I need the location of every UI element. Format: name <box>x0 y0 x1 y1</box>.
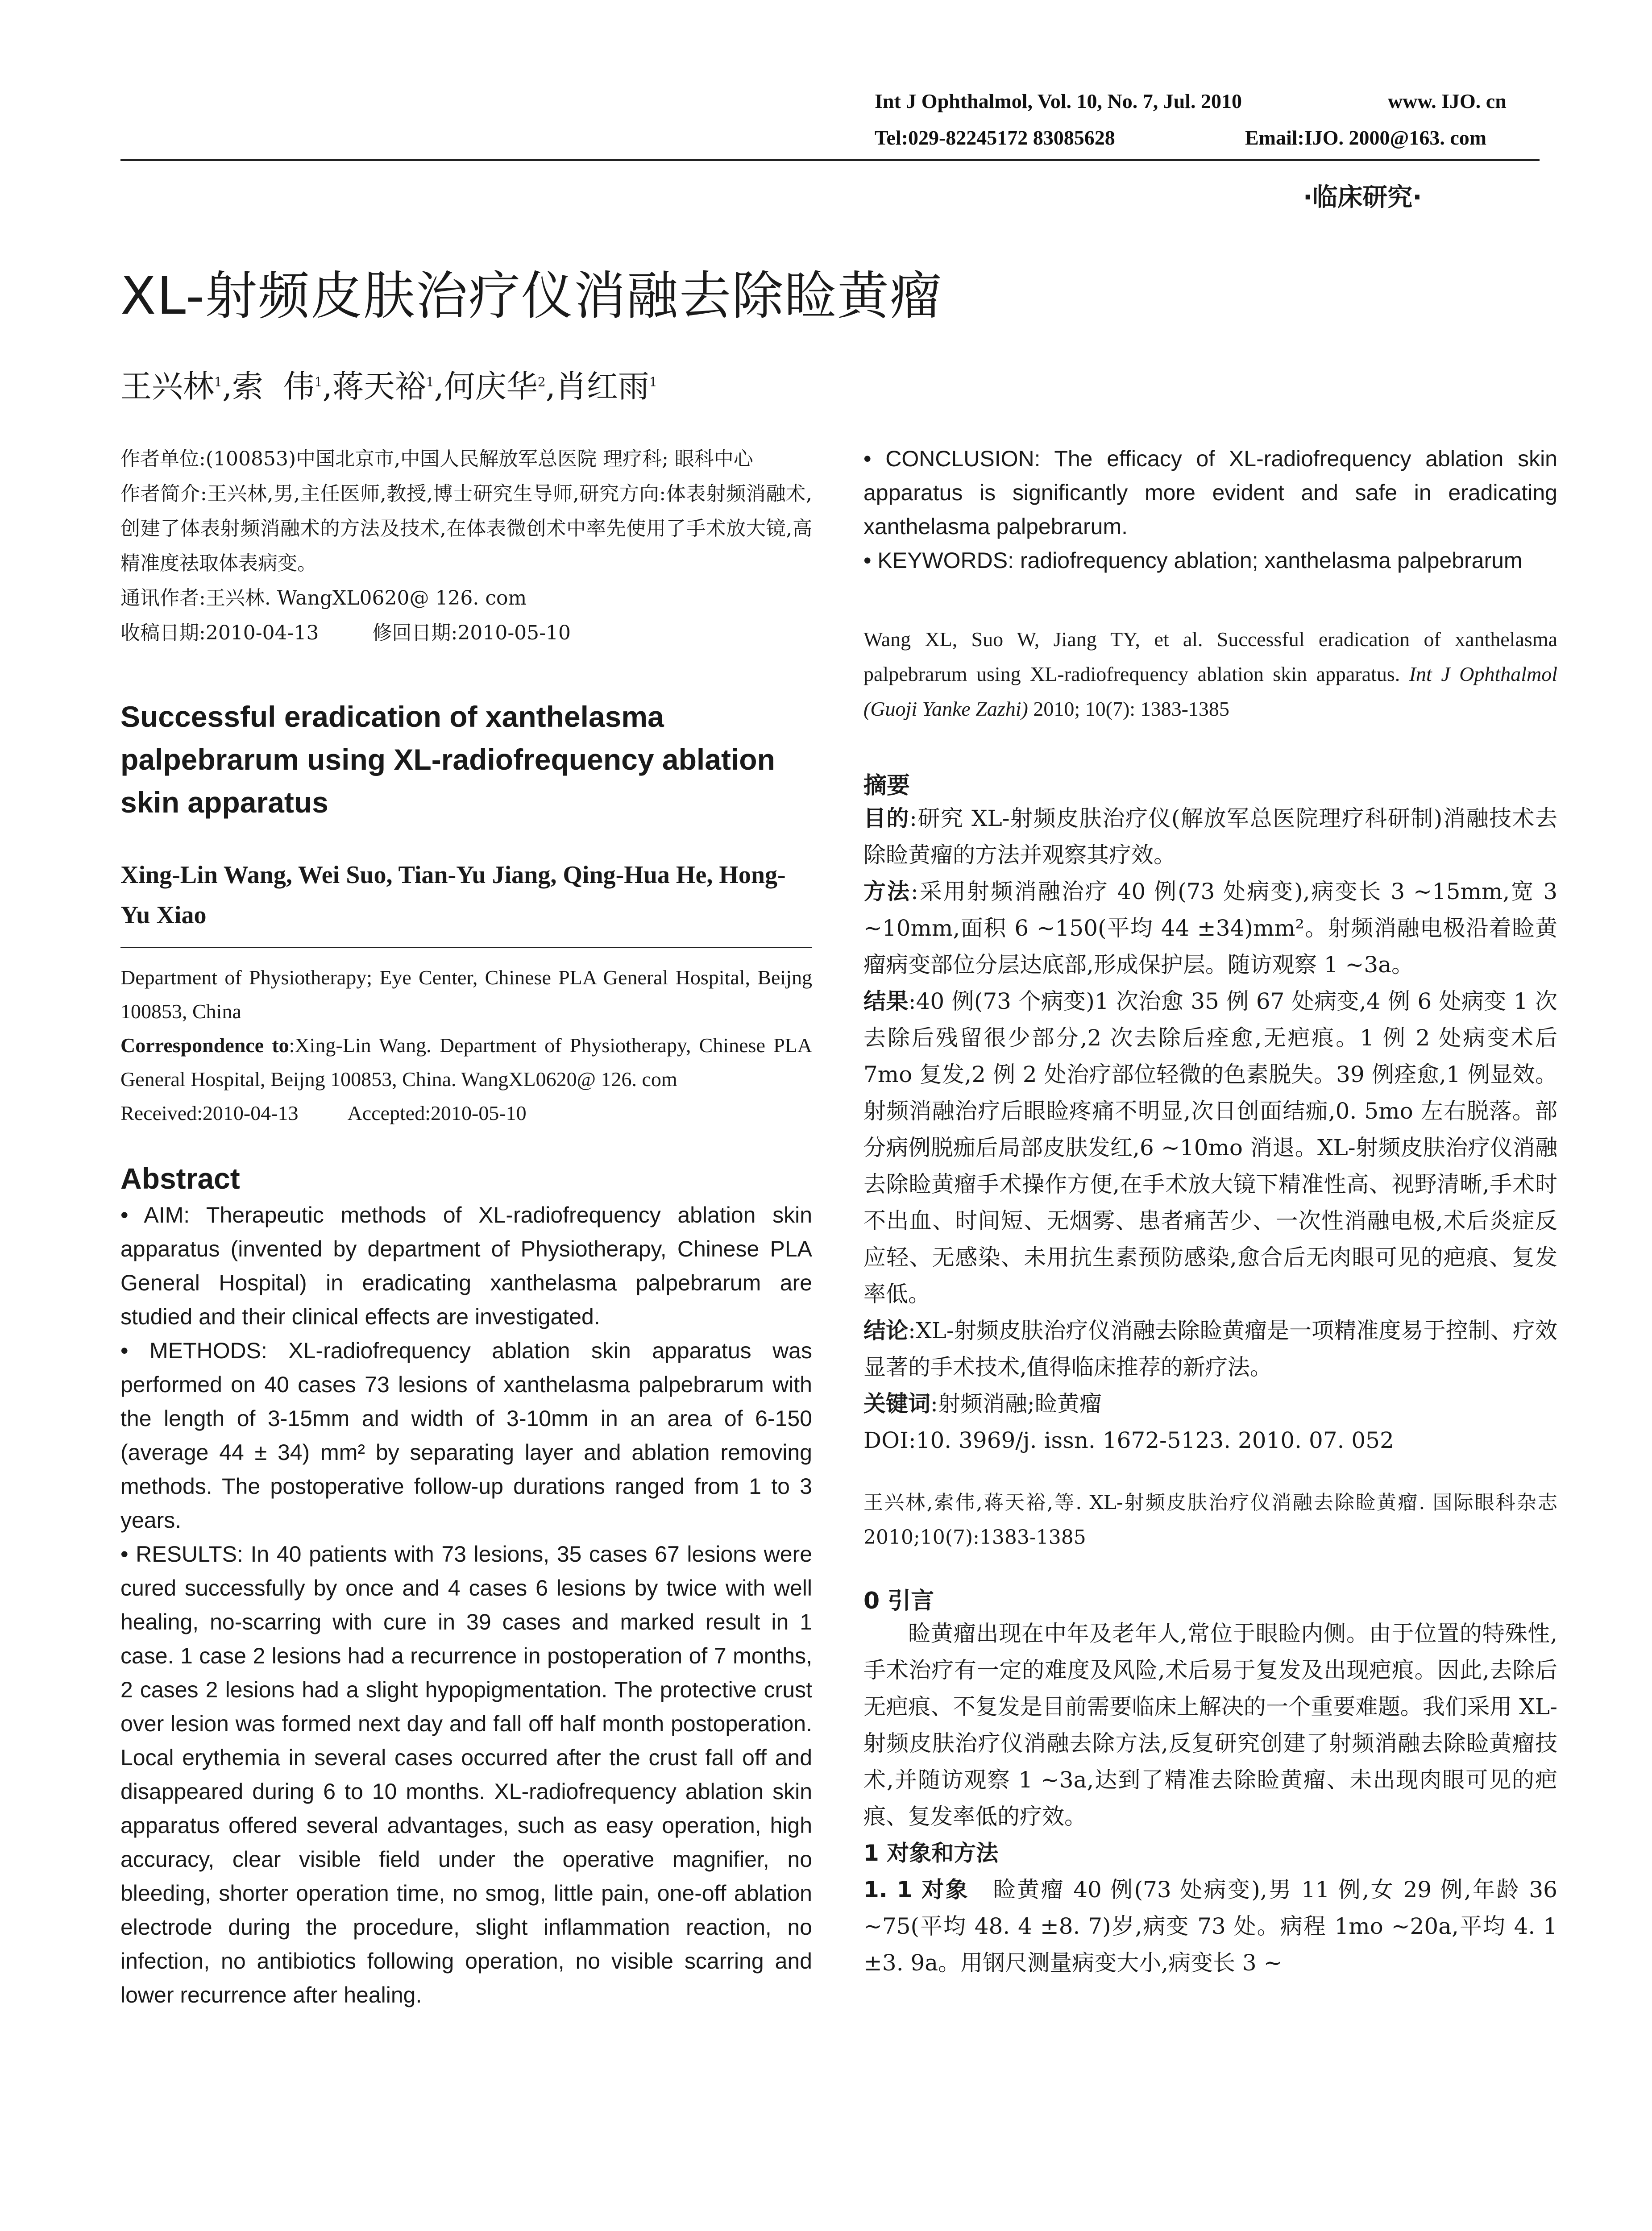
left-column <box>120 442 812 2012</box>
citation-en-text: Wang XL, Suo W, Jiang TY, et al. Successful eradication of xanthelasma palpebrarum using XL-radiofrequency ablation skin apparatus. <box>863 628 1557 685</box>
abstract-cn-heading: 摘要 <box>863 772 910 799</box>
aim-text: : Therapeutic methods of XL-radiofrequency ablation skin apparatus (invented by department of Physiotherapy, Chinese PLA General Hospital) in eradicating xanthelasma palpebrarum are studied and their clinical effects are investigated. <box>120 1203 813 1329</box>
results-text: : In 40 patients with 73 lesions, 35 cases 67 lesions were cured successfully by once and 4 cases 6 lesions by twice with well healing, no-scarring with cure in 39 cases and marked result in 1 case. 1 case 2 lesions had a recurrence in postoperation of 7 months, 2 cases 2 lesions had a slight hypopigmentation. The protective crust over lesion was formed next day and fall off half month postoperation. Local erythemia in several cases occurred after the crust fall off and disappeared during 6 to 10 months. XL-radiofrequency ablation skin apparatus offered several advantages, such as easy operation, high accuracy, clear visible field under the operative magnifier, no bleeding, shorter operation time, no smog, little pain, one-off ablation electrode during the procedure, slight inflammation reaction, no infection, no antibiotics following operation, no visible scarring and lower recurrence after healing. <box>120 1542 812 2007</box>
results-label: RESULTS <box>136 1542 237 1567</box>
citation-en <box>863 622 1557 726</box>
conclusion-label: CONCLUSION <box>885 446 1034 471</box>
affiliation-rule <box>120 947 812 948</box>
abstract-aim: • AIM: Therapeutic methods of XL-radiofrequency ablation skin apparatus (invented by department of Physiotherapy, Chinese PLA General Hospital) in eradicating xanthelasma palpebrarum are studied and their clinical effects are investigated. <box>120 1203 813 1329</box>
affiliation-en: Department of Physiotherapy; Eye Center, Chinese PLA General Hospital, Beijng 100853, China <box>120 966 812 1023</box>
intro-heading: 0 引言 <box>863 1588 934 1614</box>
keywords-text: : radiofrequency ablation; xanthelasma palpebrarum <box>1008 548 1523 573</box>
title-en: Successful eradication of xanthelasma palpebrarum using XL-radiofrequency ablation skin apparatus <box>120 700 775 819</box>
results-cn-text: :40 例(73 个病变)1 次治愈 35 例 67 处病变,4 例 6 处病变 1 次去除后残留很少部分,2 次去除后痊愈,无疤痕。1 例 2 处病变术后 7mo 复发,2 例 2 处治疗部位轻微的色素脱失。39 例痊愈,1 例显效。射频消融治疗后眼睑疼痛不明显,次日创面结痂,0. 5mo 左右脱落。部分病例脱痂后局部皮肤发红,6 ~10mo 消退。XL-射频皮肤治疗仪消融去除睑黄瘤手术操作方便,在手术放大镜下精准性高、视野清晰,手术时不出血、时间短、无烟雾、患者痛苦少、一次性消融电极,术后炎症反应轻、无感染、未用抗生素预防感染,愈合后无肉眼可见的疤痕、复发率低。 <box>863 988 1558 1307</box>
keywords-label: KEYWORDS <box>877 548 1008 573</box>
author-sup: 1 <box>314 374 323 390</box>
methods-label: METHODS <box>149 1338 261 1363</box>
methods-text: : XL-radiofrequency ablation skin apparatus was performed on 40 cases 73 lesions of xanthelasma palpebrarum with the length of 3-15mm and width of 3-10mm in an area of 6-150 (average 44 ± 34) mm² by separating layer and ablation removing methods. The postoperative follow-up durations ranged from 1 to 3 years. <box>120 1338 812 1533</box>
affiliation-en-block <box>120 961 812 1130</box>
abstract-methods: • METHODS: XL-radiofrequency ablation skin apparatus was performed on 40 cases 73 lesions of xanthelasma palpebrarum with the length of 3-15mm and width of 3-10mm in an area of 6-150 (average 44 ± 34) mm² by separating layer and ablation removing methods. The postoperative follow-up durations ranged from 1 to 3 years. <box>120 1338 812 1533</box>
aim-cn-text: :研究 XL-射频皮肤治疗仪(解放军总医院理疗科研制)消融技术去除睑黄瘤的方法并观察其疗效。 <box>863 805 1558 868</box>
author-sup: 1 <box>214 374 222 390</box>
revised-cn: 修回日期:2010-05-10 <box>372 622 571 644</box>
received-cn: 收稿日期:2010-04-13 <box>120 622 319 644</box>
dates-en <box>120 1096 812 1130</box>
author-cn: 王兴林 <box>120 368 214 405</box>
doi: DOI:10. 3969/j. issn. 1672-5123. 2010. 07. 052 <box>863 1427 1394 1453</box>
keywords-cn-text: :射频消融;睑黄瘤 <box>930 1391 1102 1417</box>
intro-text: 睑黄瘤出现在中年及老年人,常位于眼睑内侧。由于位置的特殊性,手术治疗有一定的难度及风险,术后易于复发及出现疤痕。因此,去除后无疤痕、不复发是目前需要临床上解决的一个重要难题。我们采用 XL-射频皮肤治疗仪消融去除方法,反复研究创建了射频消融去除睑黄瘤技术,并随访观察 1 ~3a,达到了精准去除睑黄瘤、未出现肉眼可见的疤痕、复发率低的疗效。 <box>863 1621 1557 1829</box>
authors-cn: 王兴林$^1$,索 伟$^1$,蒋天裕$^1$,何庆华$^2$,肖红雨$^1$ <box>120 368 657 405</box>
methods-section-body <box>863 1871 1557 1981</box>
citation-cn: 王兴林,索伟,蒋天裕,等. XL-射频皮肤治疗仪消融去除睑黄瘤. 国际眼科杂志 2010;10(7):1383-1385 <box>863 1491 1557 1549</box>
bio-cn: 作者简介:王兴林,男,主任医师,教授,博士研究生导师,研究方向:体表射频消融术,创建了体表射频消融术的方法及技术,在体表微创术中率先使用了手术放大镜,高精准度祛取体表病变。 <box>120 482 812 575</box>
abstract-cn-keywords <box>863 1385 1557 1422</box>
title-cn: XL-射频皮肤治疗仪消融去除睑黄瘤 <box>120 266 942 326</box>
abstract-heading: Abstract <box>120 1162 240 1195</box>
correspondence-text: :Xing-Lin Wang. Department of Physiotherapy, Chinese PLA General Hospital, Beijng 100853, China. WangXL0620@ 126. com <box>120 1034 812 1091</box>
journal-line: Int J Ophthalmol, Vol. 10, No. 7, Jul. 2010 <box>875 90 1242 112</box>
correspondence-label: Correspondence to <box>120 1034 289 1057</box>
results-cn-label: 结果 <box>863 988 909 1014</box>
aim-label: AIM <box>144 1203 184 1227</box>
conclusion-text: : The efficacy of XL-radiofrequency ablation skin apparatus is significantly more evident and safe in eradicating xanthelasma palpebrarum. <box>863 446 1557 539</box>
methods-cn-label: 方法 <box>863 879 911 904</box>
correspondence-cn: 通讯作者:王兴林. WangXL0620@ 126. com <box>120 587 527 610</box>
citation-en-journal: Int J Ophthalmol (Guoji Yanke Zazhi) <box>863 663 1558 720</box>
abstract-results: • RESULTS: In 40 patients with 73 lesions, 35 cases 67 lesions were cured successfully by once and 4 cases 6 lesions by twice with well healing, no-scarring with cure in 39 cases and marked result in 1 case. 1 case 2 lesions had a recurrence in postoperation of 7 months, 2 cases 2 lesions had a slight hypopigmentation. The protective crust over lesion was formed next day and fall off half month postoperation. Local erythemia in several cases occurred after the crust fall off and disappeared during 6 to 10 months. XL-radiofrequency ablation skin apparatus offered several advantages, such as easy operation, high accuracy, clear visible field under the operative magnifier, no bleeding, shorter operation time, no smog, little pain, one-off ablation electrode during the procedure, slight inflammation reaction, no infection, no antibiotics following operation, no visible scarring and lower recurrence after healing. <box>120 1542 812 2007</box>
methods-cn-text: :采用射频消融治疗 40 例(73 处病变),病变长 3 ~15mm,宽 3 ~10mm,面积 6 ~150(平均 44 ±34)mm²。射频消融电极沿着睑黄瘤病变部位分层达底部,形成保护层。随访观察 1 ~3a。 <box>863 879 1557 978</box>
abstract-en <box>120 1198 812 2012</box>
right-column <box>863 442 1557 1981</box>
abstract-en-continued <box>863 442 1557 577</box>
authors-en: Xing-Lin Wang, Wei Suo, Tian-Yu Jiang, Qing-Hua He, Hong-Yu Xiao <box>120 861 786 929</box>
methods-sub-label: 1. 1 对象 <box>863 1877 970 1903</box>
abstract-cn-results <box>863 983 1557 1312</box>
received-en: Received:2010-04-13 <box>120 1102 299 1124</box>
author-sup: 2 <box>537 374 546 390</box>
conclusion-cn-label: 结论 <box>863 1318 909 1344</box>
header-rule <box>120 159 1540 161</box>
author-cn: 蒋天裕 <box>332 368 426 405</box>
author-cn: 肖红雨 <box>555 368 649 405</box>
author-sup: 1 <box>649 374 657 390</box>
abstract-cn-conclusion <box>863 1312 1557 1385</box>
methods-section-heading: 1 对象和方法 <box>863 1840 999 1866</box>
abstract-cn-methods <box>863 873 1557 983</box>
abstract-cn <box>863 800 1557 1459</box>
methods-section-text: 睑黄瘤 40 例(73 处病变),男 11 例,女 29 例,年龄 36 ~75(平均 48. 4 ±8. 7)岁,病变 73 处。病程 1mo ~20a,平均 4. 1 ±3. 9a。用钢尺测量病变大小,病变长 3 ~ <box>863 1877 1557 1976</box>
journal-tel: Tel:029-82245172 83085628 <box>875 126 1115 149</box>
abstract-keywords: • KEYWORDS: radiofrequency ablation; xanthelasma palpebrarum <box>863 548 1523 573</box>
author-cn: 索 伟 <box>232 368 315 405</box>
correspondence-en <box>120 1028 812 1096</box>
abstract-conclusion: • CONCLUSION: The efficacy of XL-radiofrequency ablation skin apparatus is significantly more evident and safe in eradicating xanthelasma palpebrarum. <box>863 446 1557 539</box>
citation-en-tail: 2010; 10(7): 1383-1385 <box>1028 697 1229 720</box>
accepted-en: Accepted:2010-05-10 <box>347 1102 527 1124</box>
author-info-cn <box>120 442 812 651</box>
journal-website: www. IJO. cn <box>1388 90 1507 112</box>
keywords-cn-label: 关键词 <box>863 1391 930 1417</box>
author-sup: 1 <box>426 374 434 390</box>
author-cn: 何庆华 <box>444 368 538 405</box>
aim-cn-label: 目的 <box>863 805 910 831</box>
journal-email: Email:IJO. 2000@163. com <box>1245 126 1487 149</box>
affiliation-cn: 作者单位:(100853)中国北京市,中国人民解放军总医院 理疗科; 眼科中心 <box>120 448 753 470</box>
dates-cn <box>120 616 812 651</box>
abstract-cn-aim <box>863 800 1557 873</box>
section-label: ·临床研究· <box>1303 183 1422 212</box>
conclusion-cn-text: :XL-射频皮肤治疗仪消融去除睑黄瘤是一项精准度易于控制、疗效显著的手术技术,值得临床推荐的新疗法。 <box>863 1318 1557 1380</box>
